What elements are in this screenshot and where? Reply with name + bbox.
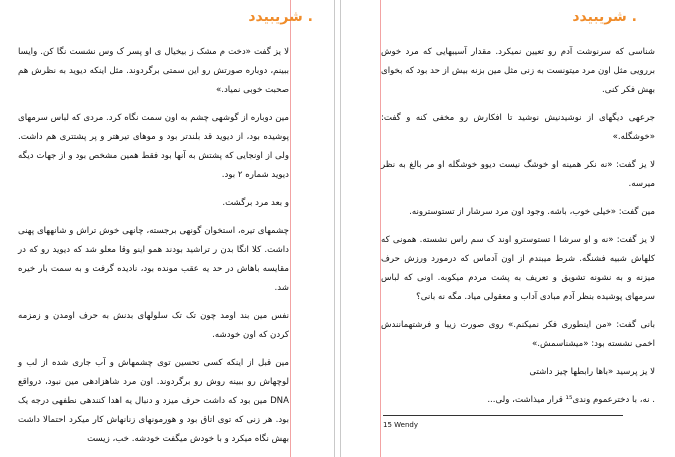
paragraph: لا یز گفت: «نه و او سرشا ا تستوسترو اوند ک سم راس نشسته. همونی که کلهاش شبیه فشنگه. شرط میبندم از اون آدماس که درمورد ورزش حرف میزنه و به نشونه تشویق و تعریف به پشت مردم میکوبه. اونی که لباس سرمهای پوشیده بنظر آدم مبادی آداب و معقولی میاد. مگه نه بانی؟ <box>381 235 655 302</box>
left-page <box>0 0 335 457</box>
paragraph: مین قبل از اینکه کسی تحسین توی چشمهاش و آب جاری شده از لب و لوچهاش رو ببینه روش رو برگردوند. اون مرد شاهزادهی مین نبود، درواقع DNA مین بود که داشت حرف میزد و دنبال یه اهدا کنندهی نطفهی درجه یک بود. هر زنی که توی اتاق بود و هورمونهای زنانهاش کار میکرد احتمالا داشت بهش نگاه میکرد و با خودش میگفت خودشه. خب، زیست <box>18 358 289 444</box>
footnote-divider <box>383 415 623 416</box>
paragraph: لا یز گفت: «نه نکر همینه او خوشگ نیست دیوو خوشگله او مر بالغ به نظر میرسه. <box>381 160 655 189</box>
paragraph: لا یز گفت «دخت م مشک ز بیخیال ی او پسر ک وس نشست نگا کن. وایسا ببینم، دوباره صورتش رو این سمتی برگردوند. مثل اینکه دیوید به نظرش هم صحبت خوبی نمیاد.» <box>18 47 289 95</box>
page-header: . شریبیدد <box>248 9 313 25</box>
footnote: 15 Wendy <box>383 421 418 429</box>
paragraph: جرعهی دیگهای از نوشیدنیش نوشید تا افکارش رو مخفی کنه و گفت: «خوشگله.» <box>381 113 655 142</box>
paragraph: و بعد مرد برگشت. <box>222 198 289 208</box>
paragraph: مین گفت: «خیلی خوب، باشه. وجود اون مرد سرشار از تستوسترونه. <box>409 207 655 217</box>
paragraph: بانی گفت: «من اینطوری فکر نمیکنم.» روی صورت زیبا و فرشتهمانندش اخمی نشسته بود: «میشناسمش.» <box>381 320 655 349</box>
page-body <box>381 43 655 410</box>
paragraph: نفس مین بند اومد چون تک تک سلولهای بدنش به حرف اومدن و زمزمه کردن که اون خودشه. <box>18 311 289 340</box>
paragraph: چشمهای تیره، استخوان گونهی برجسته، چانهی خوش تراش و شانههای پهنی داشت. کلا انگا بدن ر تراشید بودند همو اینو وقا معلو شد که دیوید رو که در مقایسه باهاش در حد یه عقب مونده بود، نادیده گرفت و به سمت بار خیره شد. <box>18 226 289 293</box>
page-body <box>18 43 289 449</box>
paragraph: مین دوباره از گوشهی چشم به اون سمت نگاه کرد. مردی که لباس سرمهای پوشیده بود، از دیوید قد بلندتر بود و موهای تیرهتر و پر پشتتری هم داشت. ولی از اونجایی که پشتش به آنها بود فقط همین مشخص بود و از جهات دیگه دیوید شماره ۲ بود. <box>18 113 289 180</box>
paragraph: شناسی که سرنوشت آدم رو تعیین نمیکرد. مقدار آسیبهایی که مرد خوش بررویی مثل اون مرد میتونست به زنی مثل مین بزنه بیش از حد بود که بخوای بهش فکر کنی. <box>381 47 655 95</box>
page-header: . شریبیدد <box>572 9 637 25</box>
paragraph: لا یز پرسید «باها رابطها چیز داشتی <box>529 367 655 377</box>
right-page <box>341 0 675 457</box>
paragraph: . نه، با دخترعموم وندی¹⁵ قرار میذاشت، ولی... <box>487 395 655 405</box>
